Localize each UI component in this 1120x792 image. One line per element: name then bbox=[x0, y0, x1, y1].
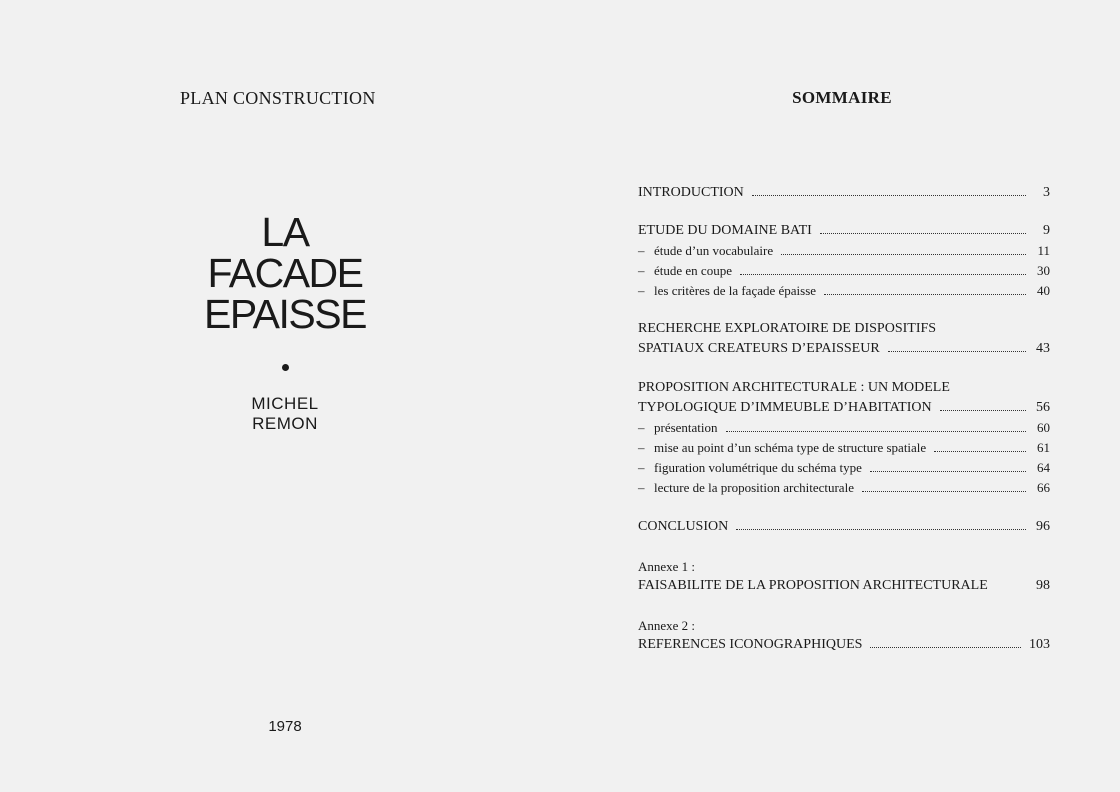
toc-page-number: 40 bbox=[1037, 283, 1050, 298]
dot-leader bbox=[824, 293, 1026, 295]
toc-subentry[interactable] bbox=[638, 241, 1050, 261]
toc-page-number: 64 bbox=[1037, 460, 1050, 475]
annexe-label: Annexe 2 : bbox=[638, 618, 696, 633]
dot-leader bbox=[934, 450, 1026, 452]
title-line: LA bbox=[261, 209, 309, 255]
toc-page-number: 61 bbox=[1037, 440, 1050, 455]
dot-leader bbox=[820, 232, 1026, 234]
toc-entry-conclusion[interactable] bbox=[638, 517, 1050, 537]
dot-leader bbox=[862, 490, 1026, 492]
toc-page-number: 9 bbox=[1043, 223, 1050, 238]
right-page bbox=[560, 0, 1120, 792]
dot-leader bbox=[870, 646, 1021, 648]
toc-page-number: 30 bbox=[1037, 263, 1050, 278]
toc-subentry[interactable] bbox=[638, 418, 1050, 438]
toc-page-number: 56 bbox=[1036, 400, 1050, 415]
toc-page-number: 60 bbox=[1037, 420, 1050, 435]
dash-marker: – bbox=[638, 263, 645, 278]
bullet-dot bbox=[282, 364, 289, 371]
dash-marker: – bbox=[638, 420, 645, 435]
toc-entry-label: lecture de la proposition architecturale bbox=[654, 480, 854, 495]
publisher-label: PLAN CONSTRUCTION bbox=[180, 88, 376, 108]
dot-leader bbox=[740, 273, 1026, 275]
dot-leader bbox=[870, 470, 1026, 472]
toc-entry-proposition[interactable] bbox=[638, 398, 1050, 418]
dash-marker: – bbox=[638, 283, 645, 298]
toc-entry-annexe-1[interactable] bbox=[638, 576, 1050, 596]
toc-entry-label: FAISABILITE DE LA PROPOSITION ARCHITECTURALE bbox=[638, 578, 988, 593]
toc-page-number: 96 bbox=[1036, 519, 1050, 534]
dot-leader bbox=[888, 350, 1026, 352]
toc-entry-label-line: RECHERCHE EXPLORATOIRE DE DISPOSITIFS bbox=[638, 321, 937, 336]
toc-page-number: 103 bbox=[1029, 637, 1050, 652]
title-line: FACADE bbox=[207, 250, 363, 296]
toc-entry-label: SPATIAUX CREATEURS D’EPAISSEUR bbox=[638, 341, 880, 356]
toc-entry-label: mise au point d’un schéma type de structure spatiale bbox=[654, 440, 927, 455]
annexe-label: Annexe 1 : bbox=[638, 559, 696, 574]
dash-marker: – bbox=[638, 460, 645, 475]
toc-entry-label: les critères de la façade épaisse bbox=[654, 283, 817, 298]
toc-subentry[interactable] bbox=[638, 438, 1050, 458]
toc-subentry[interactable] bbox=[638, 478, 1050, 498]
toc-entry-label: étude en coupe bbox=[654, 263, 732, 278]
toc-entry-label: REFERENCES ICONOGRAPHIQUES bbox=[638, 637, 863, 652]
book-title bbox=[150, 209, 420, 337]
dot-leader bbox=[726, 430, 1026, 432]
toc-entry-label-line: PROPOSITION ARCHITECTURALE : UN MODELE bbox=[638, 380, 950, 395]
toc-entry-label: INTRODUCTION bbox=[638, 185, 744, 200]
toc-entry-label: étude d’un vocabulaire bbox=[654, 243, 774, 258]
dash-marker: – bbox=[638, 440, 645, 455]
toc-subentry[interactable] bbox=[638, 261, 1050, 281]
toc-subentry[interactable] bbox=[638, 458, 1050, 478]
toc-entry-label: présentation bbox=[654, 420, 718, 435]
dash-marker: – bbox=[638, 243, 645, 258]
author-line: REMON bbox=[252, 414, 318, 433]
toc-page-number: 3 bbox=[1043, 185, 1050, 200]
toc-entry-label: CONCLUSION bbox=[638, 519, 729, 534]
author-name bbox=[200, 394, 370, 434]
dot-leader bbox=[781, 253, 1026, 255]
toc-page-number: 66 bbox=[1037, 480, 1050, 495]
toc-entry-etude[interactable] bbox=[638, 221, 1050, 241]
dot-leader bbox=[736, 528, 1026, 530]
toc-entry-annexe-2[interactable] bbox=[638, 635, 1050, 655]
dash-marker: – bbox=[638, 480, 645, 495]
toc-entry-introduction[interactable] bbox=[638, 183, 1050, 203]
title-line: EPAISSE bbox=[204, 291, 366, 337]
toc-entry-label: ETUDE DU DOMAINE BATI bbox=[638, 223, 812, 238]
publication-year: 1978 bbox=[268, 718, 302, 735]
toc-entry-label: TYPOLOGIQUE D’IMMEUBLE D’HABITATION bbox=[638, 400, 932, 415]
toc-heading: SOMMAIRE bbox=[792, 88, 892, 107]
dot-leader bbox=[752, 194, 1026, 196]
toc-page-number: 11 bbox=[1037, 243, 1050, 258]
author-line: MICHEL bbox=[251, 394, 319, 413]
toc-subentry[interactable] bbox=[638, 281, 1050, 301]
toc-page-number: 98 bbox=[1036, 578, 1050, 593]
dot-leader bbox=[940, 409, 1026, 411]
toc-entry-recherche[interactable] bbox=[638, 339, 1050, 359]
toc-entry-label: figuration volumétrique du schéma type bbox=[654, 460, 862, 475]
toc-page-number: 43 bbox=[1036, 341, 1050, 356]
